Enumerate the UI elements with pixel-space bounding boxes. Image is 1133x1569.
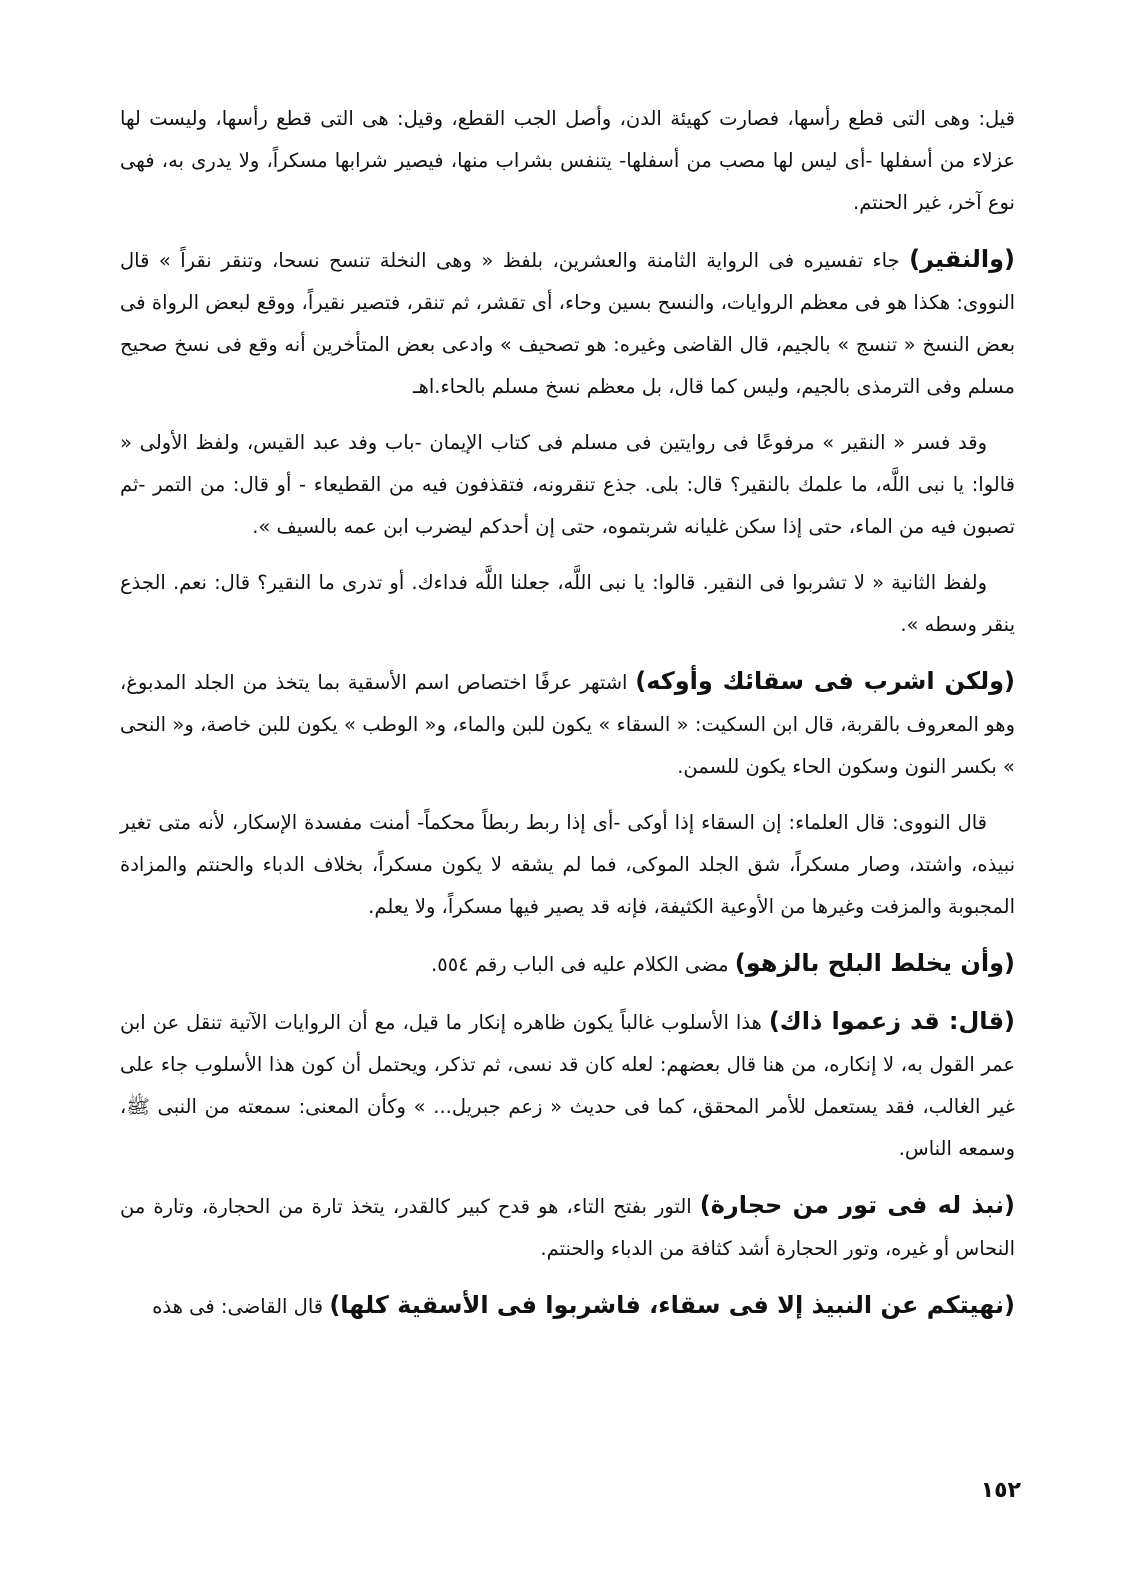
page-number: ١٥٢ — [980, 1478, 1021, 1503]
paragraph-6-text: قال النووى: قال العلماء: إن السقاء إذا أوكى -أى إذا ربط ربطاً محكماً- أمنت مفسدة الإسكار، لأنه متى تغير نبيذه، واشتد، وصار مسكراً، شق الجلد الموكى، فما لم يشقه لا يكون مسكراً، بخلاف الدباء والحنتم والمزادة المجبوبة والمزفت وغيرها من الأوعية الكثيفة، فإنه قد يصير فيها مسكراً، ولا يعلم. — [120, 811, 1015, 918]
paragraph-3 — [120, 422, 1015, 548]
page-body — [120, 98, 1015, 1538]
paragraph-2-text: جاء تفسيره فى الرواية الثامنة والعشرين، بلفظ « وهى النخلة تنسح نسحا، وتنقر نقراً » قال النووى: هكذا هو فى معظم الروايات، والنسح بسين وحاء، أى تقشر، ثم تنقر، فتصير نقيراً، ووقع لبعض الرواة فى بعض النسخ « تنسج » بالجيم، قال القاضى وغيره: هو تصحيف » وادعى بعض المتأخرين أنه وقع فى نسخ صحيح مسلم وفى الترمذى بالجيم، وليس كما قال، بل معظم نسخ مسلم بالحاء.اهـ — [120, 249, 1015, 398]
paragraph-1 — [120, 98, 1015, 224]
paragraph-8 — [120, 1000, 1015, 1170]
paragraph-3-text: وقد فسر « النقير » مرفوعًا فى روايتين فى مسلم فى كتاب الإيمان -باب وفد عبد القيس، ولفظ الأولى « قالوا: يا نبى اللَّه، ما علمك بالنقير؟ قال: بلى. جذع تنقرونه، فتقذفون فيه من القطيعاء - أو قال: من التمر -ثم تصبون فيه من الماء، حتى إذا سكن غليانه شربتموه، حتى إن أحدكم ليضرب ابن عمه بالسيف ». — [120, 431, 1015, 538]
paragraph-10-heading: (نهيتكم عن النبيذ إلا فى سقاء، فاشربوا فى الأسقية كلها) — [329, 1291, 1015, 1319]
paragraph-7 — [120, 942, 1015, 986]
paragraph-5-heading: (ولكن اشرب فى سقائك وأوكه) — [635, 667, 1015, 695]
paragraph-9-heading: (نبذ له فى تور من حجارة) — [699, 1191, 1015, 1219]
paragraph-5-text: اشتهر عرفًا اختصاص اسم الأسقية بما يتخذ من الجلد المدبوغ، وهو المعروف بالقربة، قال ابن السكيت: « السقاء » يكون للبن والماء، و« الوطب » يكون للبن خاصة، و« النحى » بكسر النون وسكون الحاء يكون للسمن. — [120, 671, 1015, 778]
paragraph-9 — [120, 1184, 1015, 1270]
paragraph-4-text: ولفظ الثانية « لا تشربوا فى النقير. قالوا: يا نبى اللَّه، جعلنا اللَّه فداءك. أو تدرى ما النقير؟ قال: نعم. الجذع ينقر وسطه ». — [120, 571, 1015, 636]
paragraph-2 — [120, 238, 1015, 408]
paragraph-7-heading: (وأن يخلط البلح بالزهو) — [734, 949, 1015, 977]
paragraph-2-heading: (والنقير) — [909, 245, 1015, 273]
paragraph-9-text: التور بفتح التاء، هو قدح كبير كالقدر، يتخذ تارة من الحجارة، وتارة من النحاس أو غيره، وتور الحجارة أشد كثافة من الدباء والحنتم. — [120, 1195, 1015, 1260]
paragraph-4 — [120, 562, 1015, 646]
paragraph-7-text: مضى الكلام عليه فى الباب رقم ٥٥٤. — [431, 953, 735, 976]
paragraph-10 — [120, 1284, 1015, 1328]
paragraph-6 — [120, 802, 1015, 928]
paragraph-8-heading: (قال: قد زعموا ذاك) — [768, 1007, 1015, 1035]
paragraph-8-text: هذا الأسلوب غالباً يكون ظاهره إنكار ما قيل، مع أن الروايات الآتية تنقل عن ابن عمر القول به، لا إنكاره، من هنا قال بعضهم: لعله كان قد نسى، ثم تذكر، ويحتمل أن كون هذا الأسلوب جاء على غير الغالب، فقد يستعمل للأمر المحقق، كما فى حديث « زعم جبريل... » وكأن المعنى: سمعته من النبى ﷺ، وسمعه الناس. — [120, 1011, 1015, 1160]
paragraph-1-text: قيل: وهى التى قطع رأسها، فصارت كهيئة الدن، وأصل الجب القطع، وقيل: هى التى قطع رأسها، وليست لها عزلاء من أسفلها -أى ليس لها مصب من أسفلها- يتنفس بشراب منها، فيصير شرابها مسكراً، ولا يدرى به، فهى نوع آخر، غير الحنتم. — [120, 107, 1015, 214]
paragraph-10-text: قال القاضى: فى هذه — [152, 1295, 330, 1318]
paragraph-5 — [120, 660, 1015, 788]
